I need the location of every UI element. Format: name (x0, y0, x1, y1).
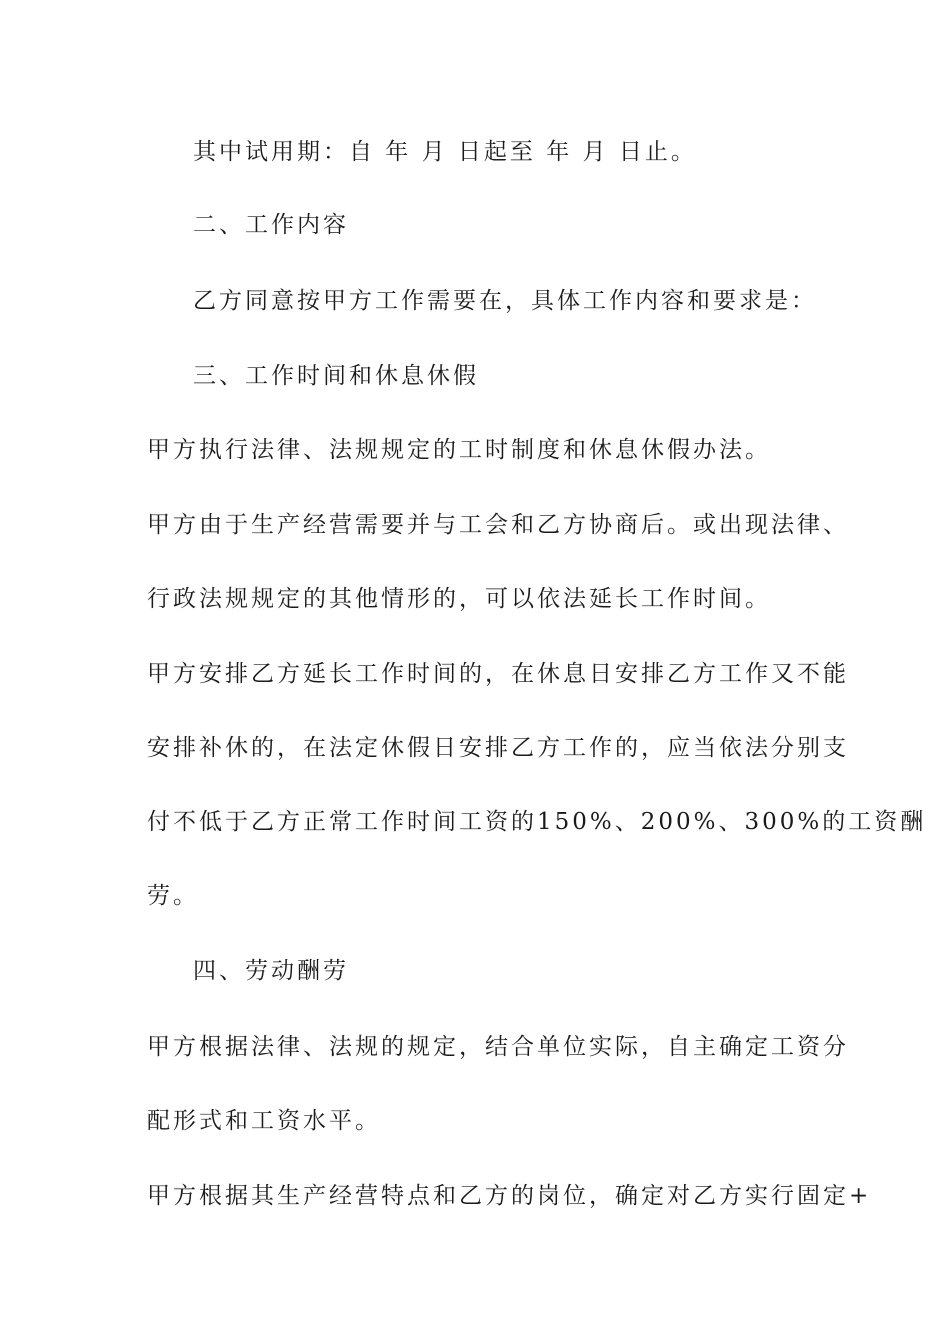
paragraph-working-hours-2-line-2: 行政法规规定的其他情形的，可以依法延长工作时间。 (147, 586, 771, 612)
section-heading-remuneration: 四、劳动酬劳 (193, 958, 349, 984)
paragraph-working-hours-1: 甲方执行法律、法规规定的工时制度和休息休假办法。 (147, 437, 771, 463)
paragraph-remuneration-2-line-1: 甲方根据其生产经营特点和乙方的岗位，确定对乙方实行固定+ (147, 1183, 872, 1209)
section-heading-work-content: 二、工作内容 (193, 212, 349, 238)
paragraph-overtime-line-1: 甲方安排乙方延长工作时间的，在休息日安排乙方工作又不能 (147, 661, 849, 687)
paragraph-work-content: 乙方同意按甲方工作需要在，具体工作内容和要求是： (193, 288, 817, 314)
paragraph-remuneration-1-line-2: 配形式和工资水平。 (147, 1108, 381, 1134)
paragraph-overtime-line-4: 劳。 (147, 883, 199, 909)
paragraph-overtime-line-2: 安排补休的，在法定休假日安排乙方工作的，应当依法分别支 (147, 735, 849, 761)
section-heading-working-hours: 三、工作时间和休息休假 (193, 363, 479, 389)
paragraph-working-hours-2-line-1: 甲方由于生产经营需要并与工会和乙方协商后。或出现法律、 (147, 512, 849, 538)
paragraph-overtime-line-3: 付不低于乙方正常工作时间工资的150%、200%、300%的工资酬 (147, 809, 927, 835)
paragraph-remuneration-1-line-1: 甲方根据法律、法规的规定，结合单位实际，自主确定工资分 (147, 1034, 849, 1060)
paragraph-probation-period: 其中试用期：自 年 月 日起至 年 月 日止。 (193, 139, 697, 165)
